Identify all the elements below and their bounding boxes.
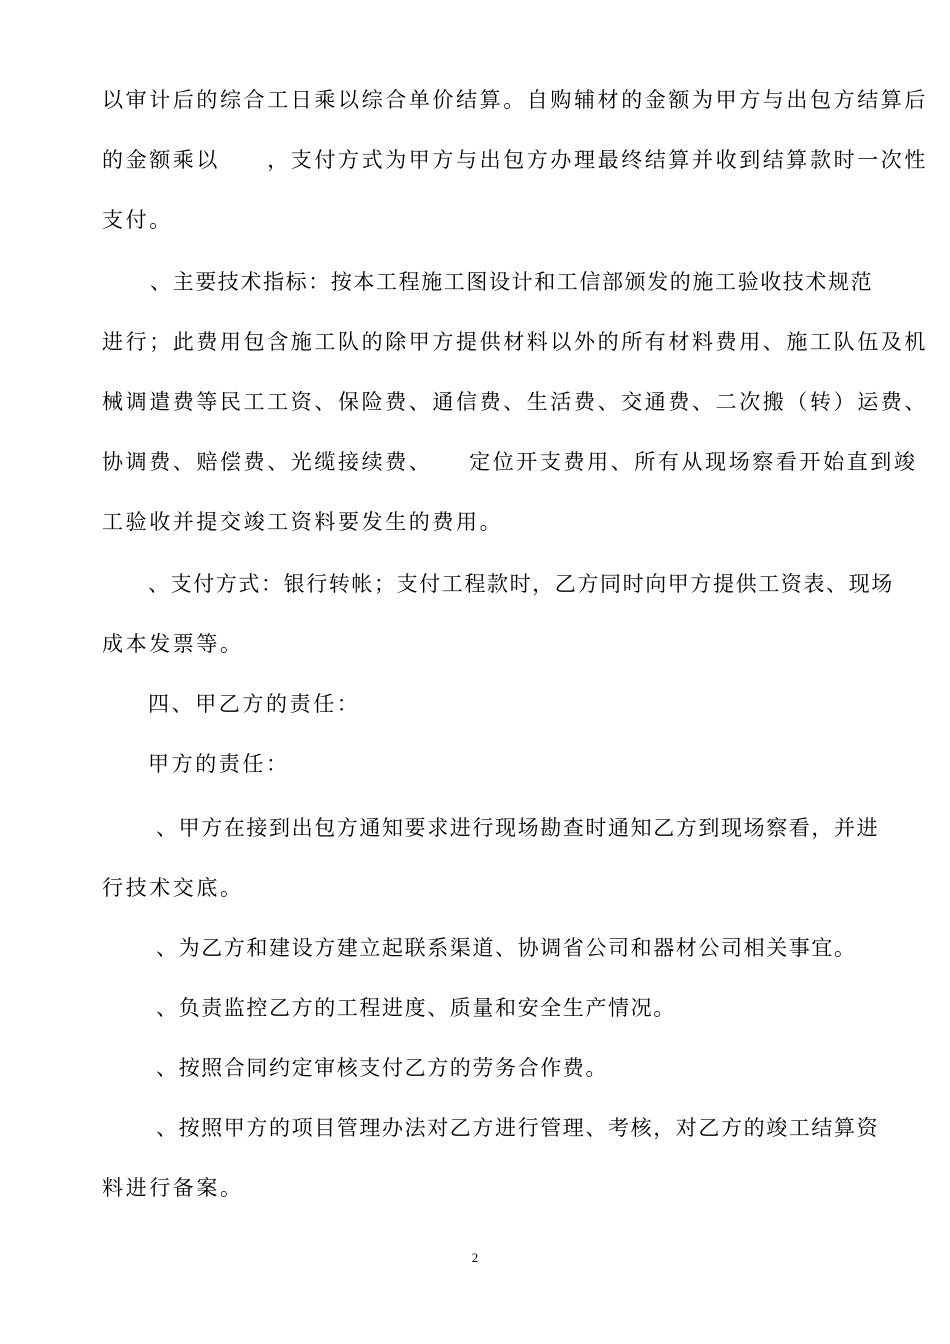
text-line: 成本发票等。 xyxy=(102,632,244,656)
text-line: 工验收并提交竣工资料要发生的费用。 xyxy=(102,510,504,534)
text-line: 、支付方式：银行转帐；支付工程款时，乙方同时向甲方提供工资表、现场 xyxy=(148,572,894,596)
text-line: 进行；此费用包含施工队的除甲方提供材料以外的所有材料费用、施工队伍及机 xyxy=(102,330,928,354)
page-number: 2 xyxy=(471,1250,479,1265)
text-line: 的金额乘以 ，支付方式为甲方与出包方办理最终结算并收到结算款时一次性 xyxy=(102,148,928,172)
text-line: 料进行备案。 xyxy=(102,1176,244,1200)
text-line: 械调遣费等民工工资、保险费、通信费、生活费、交通费、二次搬（转）运费、 xyxy=(102,390,928,414)
text-line: 行技术交底。 xyxy=(102,876,244,900)
section-heading: 四、甲乙方的责任： xyxy=(148,692,361,716)
subsection-heading: 甲方的责任： xyxy=(148,752,290,776)
text-line: 支付。 xyxy=(102,208,173,232)
text-line: 、按照甲方的项目管理办法对乙方进行管理、考核，对乙方的竣工结算资 xyxy=(156,1116,880,1140)
text-line: 、按照合同约定审核支付乙方的劳务合作费。 xyxy=(156,1056,608,1080)
text-line: 、负责监控乙方的工程进度、质量和安全生产情况。 xyxy=(156,996,676,1020)
text-line: 、主要技术指标：按本工程施工图设计和工信部颁发的施工验收技术规范 xyxy=(150,270,874,294)
text-line: 、为乙方和建设方建立起联系渠道、协调省公司和器材公司相关事宜。 xyxy=(156,936,857,960)
text-line: 、甲方在接到出包方通知要求进行现场勘查时通知乙方到现场察看，并进 xyxy=(156,816,880,840)
text-line: 以审计后的综合工日乘以综合单价结算。自购辅材的金额为甲方与出包方结算后 xyxy=(102,88,928,112)
text-line: 协调费、赔偿费、光缆接续费、 定位开支费用、所有从现场察看开始直到竣 xyxy=(102,450,918,474)
